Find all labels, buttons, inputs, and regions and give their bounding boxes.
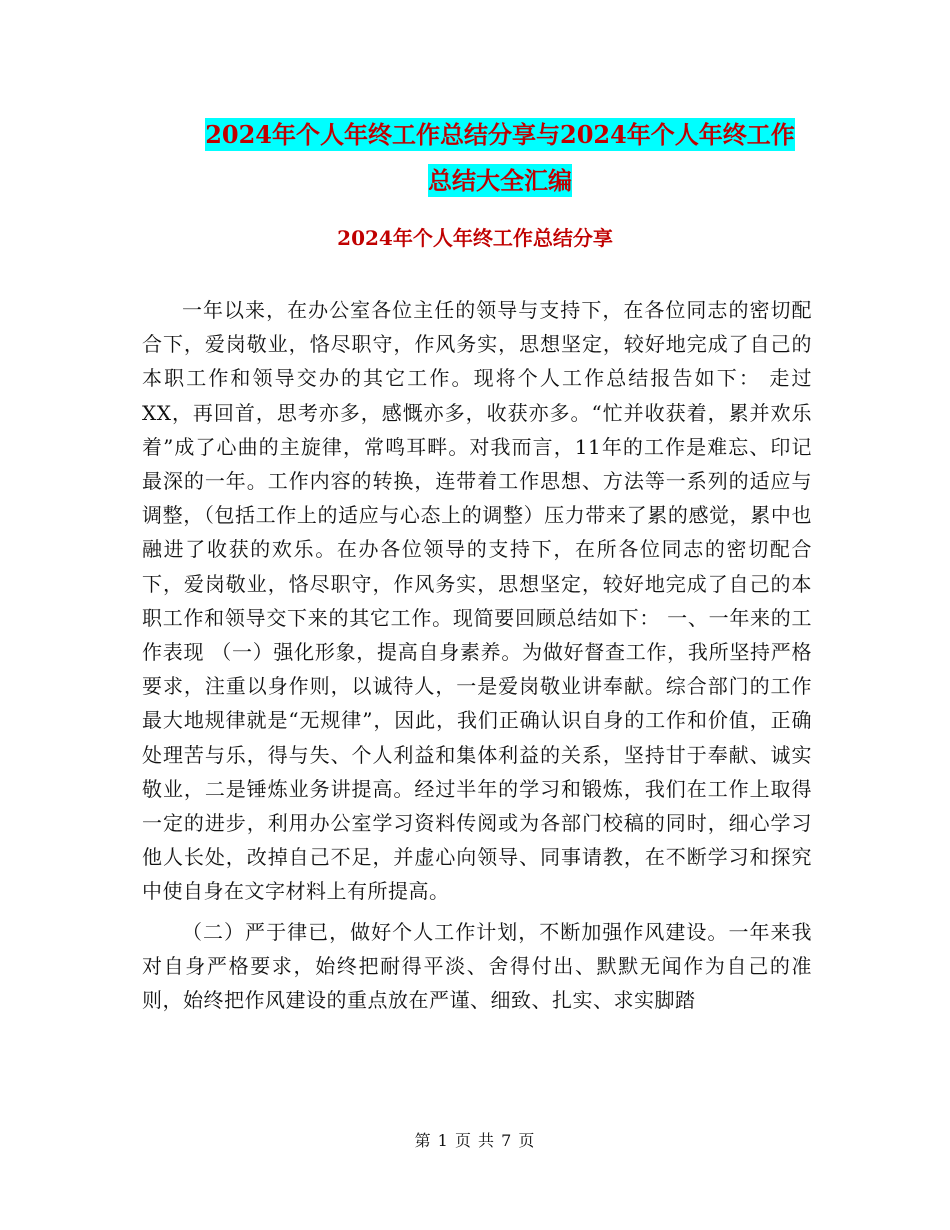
page-label-mid: 页 共 [454,1131,496,1150]
page-current: 1 [437,1131,449,1150]
title-line-1: 2024年个人年终工作总结分享与2024年个人年终工作 [205,120,795,149]
page-label-post: 页 [518,1131,536,1150]
page-total: 7 [501,1131,513,1150]
section-title: 2024年个人年终工作总结分享 [337,226,613,250]
document-body [142,293,812,1017]
page-footer [0,1128,950,1151]
paragraph-2: （二）严于律已，做好个人工作计划，不断加强作风建设。一年来我对自身严格要求，始终把耐得平淡、舍得付出、默默无闻作为自己的准则，始终把作风建设的重点放在严谨、细致、扎实、求实脚踏 [142,919,812,1013]
document-title [140,112,860,204]
title-line-2: 总结大全汇编 [428,166,572,195]
page-label-pre: 第 [414,1131,432,1150]
paragraph-1: 一年以来，在办公室各位主任的领导与支持下，在各位同志的密切配合下，爱岗敬业，恪尽职守，作风务实，思想坚定，较好地完成了自己的本职工作和领导交办的其它工作。现将个人工作总结报告如下： 走过XX，再回首，思考亦多，感慨亦多，收获亦多。“忙并收获着，累并欢乐着”成了心曲的主旋律，常鸣耳畔。对我而言，11年的工作是难忘、印记最深的一年。工作内容的转换，连带着工作思想、方法等一系列的适应与调整，（包括工作上的适应与心态上的调整）压力带来了累的感觉，累中也融进了收获的欢乐。在办各位领导的支持下，在所各位同志的密切配合下，爱岗敬业，恪尽职守，作风务实，思想坚定，较好地完成了自己的本职工作和领导交下来的其它工作。现简要回顾总结如下： 一、一年来的工作表现 （一）强化形象，提高自身素养。为做好督查工作，我所坚持严格要求，注重以身作则，以诚待人，一是爱岗敬业讲奉献。综合部门的工作最大地规律就是“无规律”，因此，我们正确认识自身的工作和价值，正确处理苦与乐，得与失、个人利益和集体利益的关系，坚持甘于奉献、诚实敬业，二是锤炼业务讲提高。经过半年的学习和锻炼，我们在工作上取得一定的进步，利用办公室学习资料传阅或为各部门校稿的同时，细心学习他人长处，改掉自己不足，并虚心向领导、同事请教，在不断学习和探究中使自身在文字材料上有所提高。 [142,298,812,904]
